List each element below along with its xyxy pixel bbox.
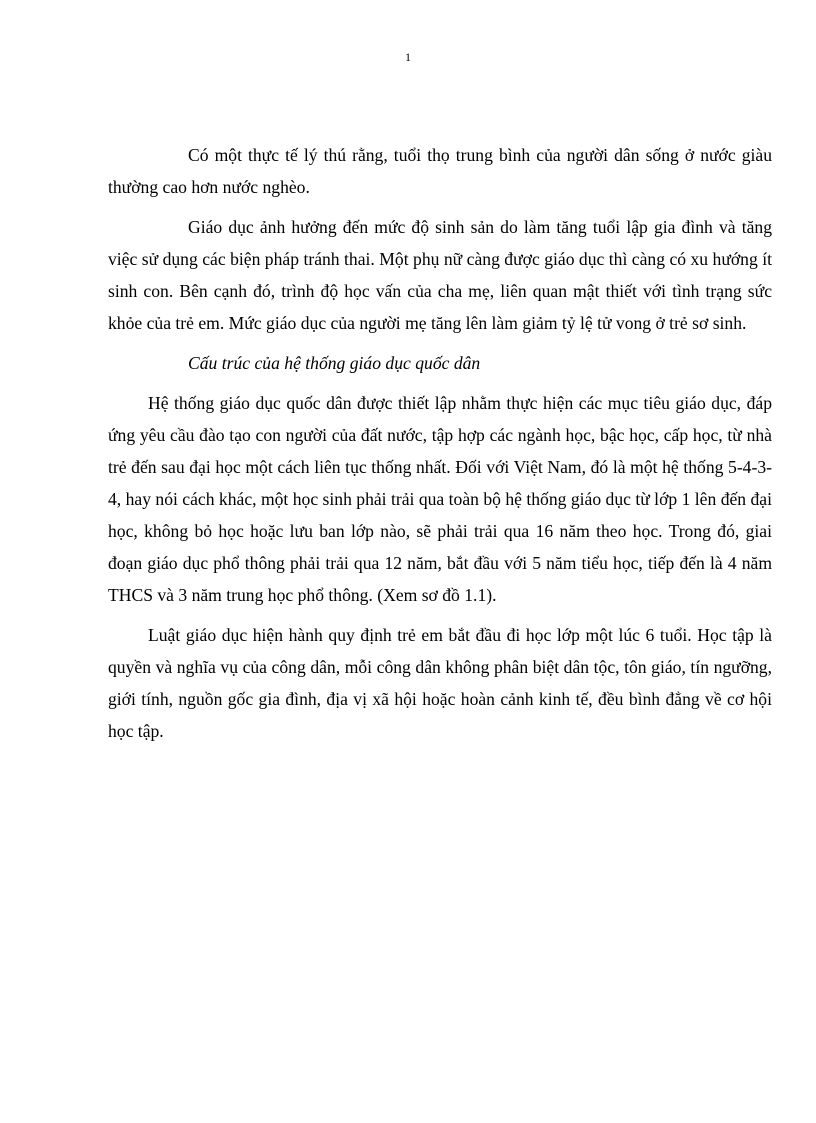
paragraph-education-system: Hệ thống giáo dục quốc dân được thiết lập nhằm thực hiện các mục tiêu giáo dục, đáp ứng yêu cầu đào tạo con người của đất nước, tập hợp các ngành học, bậc học, cấp học, từ nhà trẻ đến sau đại học một cách liên tục thống nhất. Đối với Việt Nam, đó là một hệ thống 5-4-3-4, hay nói cách khác, một học sinh phải trải qua toàn bộ hệ thống giáo dục từ lớp 1 lên đến đại học, không bỏ học hoặc lưu ban lớp nào, sẽ phải trải qua 16 năm theo học. Trong đó, giai đoạn giáo dục phổ thông phải trải qua 12 năm, bắt đầu với 5 năm tiểu học, tiếp đến là 4 năm THCS và 3 năm trung học phổ thông. (Xem sơ đồ 1.1). — [108, 393, 772, 605]
paragraph-life-expectancy: Có một thực tế lý thú rằng, tuổi thọ trung bình của người dân sống ở nước giàu thường cao hơn nước nghèo. — [108, 145, 772, 197]
page-number: 1 — [405, 50, 411, 64]
section-heading: Cấu trúc của hệ thống giáo dục quốc dân — [188, 353, 481, 373]
document-body — [108, 139, 772, 755]
paragraph-education-fertility: Giáo dục ảnh hưởng đến mức độ sinh sản do làm tăng tuổi lập gia đình và tăng việc sử dụng các biện pháp tránh thai. Một phụ nữ càng được giáo dục thì càng có xu hướng ít sinh con. Bên cạnh đó, trình độ học vấn của cha mẹ, liên quan mật thiết với tình trạng sức khỏe của trẻ em. Mức giáo dục của người mẹ tăng lên làm giảm tỷ lệ tử vong ở trẻ sơ sinh. — [108, 217, 772, 333]
paragraph-education-law: Luật giáo dục hiện hành quy định trẻ em bắt đầu đi học lớp một lúc 6 tuổi. Học tập là quyền và nghĩa vụ của công dân, mỗi công dân không phân biệt dân tộc, tôn giáo, tín ngưỡng, giới tính, nguồn gốc gia đình, địa vị xã hội hoặc hoàn cảnh kinh tế, đều bình đẳng về cơ hội học tập. — [108, 625, 772, 741]
